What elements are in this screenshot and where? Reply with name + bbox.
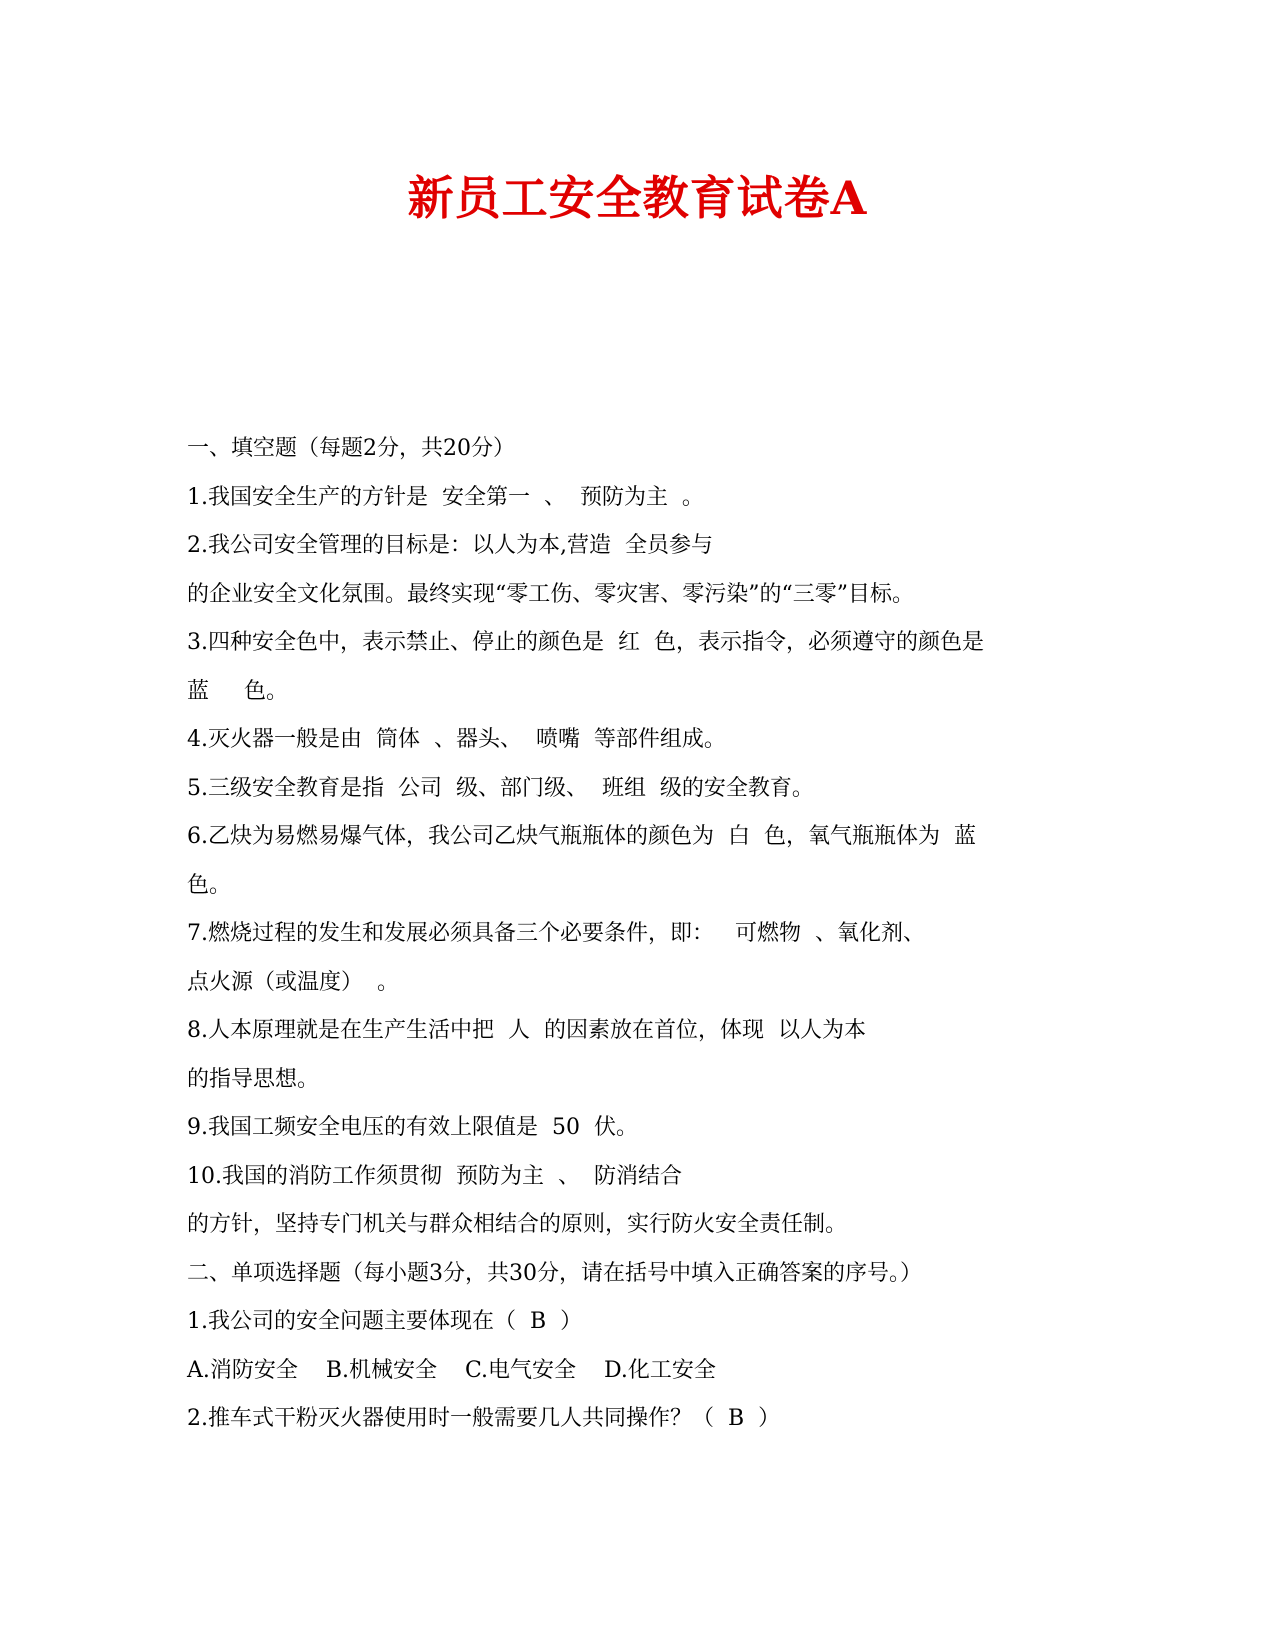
question-line: 点火源（或温度） 。 bbox=[187, 969, 399, 995]
question-line: 7.燃烧过程的发生和发展必须具备三个必要条件，即： 可燃物 、氧化剂、 bbox=[187, 921, 925, 946]
question-line: 1.我国安全生产的方针是 安全第一 、 预防为主 。 bbox=[187, 484, 704, 510]
answer-options: A.消防安全 B.机械安全 C.电气安全 D.化工安全 bbox=[187, 1357, 716, 1383]
question-line: 的指导思想。 bbox=[187, 1066, 320, 1092]
question-line: 4.灭火器一般是由 筒体 、器头、 喷嘴 等部件组成。 bbox=[187, 727, 726, 752]
section-heading-fill-in: 一、填空题（每题2分，共20分） bbox=[187, 436, 515, 461]
question-line: 1.我公司的安全问题主要体现在（ B ） bbox=[187, 1309, 583, 1334]
document-title: 新员工安全教育试卷A bbox=[407, 171, 868, 225]
question-line: 2.推车式干粉灭火器使用时一般需要几人共同操作？（ B ） bbox=[187, 1406, 781, 1431]
question-line: 的企业安全文化氛围。最终实现“零工伤、零灾害、零污染”的“三零”目标。 bbox=[187, 581, 914, 607]
question-line: 8.人本原理就是在生产生活中把 人 的因素放在首位，体现 以人为本 bbox=[187, 1018, 866, 1043]
question-line: 5.三级安全教育是指 公司 级、部门级、 班组 级的安全教育。 bbox=[187, 775, 814, 801]
exam-body bbox=[187, 425, 1092, 1444]
question-line: 3.四种安全色中，表示禁止、停止的颜色是 红 色，表示指令，必须遵守的颜色是 bbox=[187, 630, 984, 655]
question-line: 蓝 色。 bbox=[187, 678, 288, 704]
question-line: 色。 bbox=[187, 872, 232, 898]
section-heading-multiple-choice: 二、单项选择题（每小题3分，共30分，请在括号中填入正确答案的序号。） bbox=[187, 1260, 922, 1286]
question-line: 2.我公司安全管理的目标是：以人为本,营造 全员参与 bbox=[187, 533, 713, 558]
question-line: 9.我国工频安全电压的有效上限值是 50 伏。 bbox=[187, 1115, 638, 1140]
question-line: 6.乙炔为易燃易爆气体，我公司乙炔气瓶瓶体的颜色为 白 色，氧气瓶瓶体为 蓝 bbox=[187, 824, 976, 849]
question-line: 的方针，坚持专门机关与群众相结合的原则，实行防火安全责任制。 bbox=[187, 1212, 848, 1237]
question-line: 10.我国的消防工作须贯彻 预防为主 、 防消结合 bbox=[187, 1163, 682, 1189]
